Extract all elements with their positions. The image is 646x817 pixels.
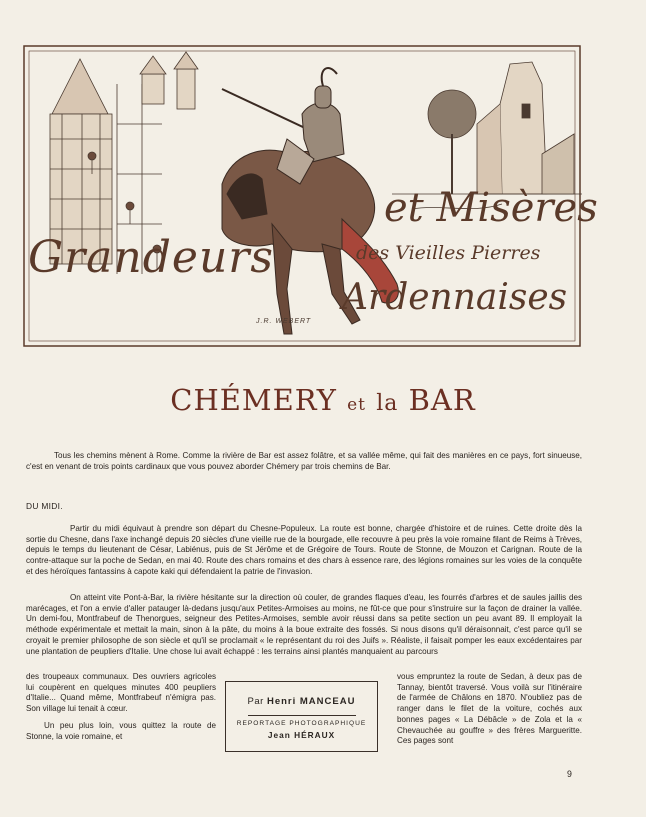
left-column-paragraph-1: des troupeaux communaux. Des ouvriers agricoles lui coupèrent en quelques minutes 400 peupliers d'Italie... Quand même, Montfrabeuf n'émigra pas. Son village lui tenait à cœur.: [26, 672, 216, 714]
header-title-grandeurs: Grandeurs: [28, 232, 274, 283]
left-column-paragraph-2: Un peu plus loin, vous quittez la route de Stonne, la voie romaine, et: [26, 720, 216, 741]
title-chemery: CHÉMERY: [170, 383, 337, 417]
credit-role: REPORTAGE PHOTOGRAPHIQUE: [236, 720, 367, 727]
author-credit-box: [225, 681, 378, 752]
header-title-vieilles-pierres: des Vieilles Pierres: [356, 242, 541, 264]
page-number: 9: [567, 769, 572, 779]
intro-paragraph: Tous les chemins mènent à Rome. Comme la rivière de Bar est assez folâtre, et sa vallée même, qui fait des manières en ce pays, fort sinueuse, c'est en venant de trois points cardinaux que vous pouvez aborder Chémery par trois chemins de Bar.: [26, 451, 582, 471]
artist-signature: J.R. WEBERT: [256, 318, 312, 325]
header-title-ardennaises: Ardennaises: [342, 277, 568, 318]
paragraph-pont-a-bar: On atteint vite Pont-à-Bar, la rivière hésitante sur la direction où couler, de grandes flaques d'eau, les fourrés d'arbres et de saules jaillis des marécages, et l'on a envie d'aller patauger là-dedans jusqu'aux Petites-Armoises au moins, ne fût-ce que pour s'instruire sur la façon de drainer la vallée. Un demi-fou, Montfrabeuf de Thenorgues, seigneur des Petites-Armoises, semble avoir réussi dans sa petite section un peu avant 89. Il employait la méthode expérimentale et mettait la main, sinon à la pâte, du moins à la boue extraite des fossés. Si nous disons qu'il déraisonnait, c'est parce qu'il se croyait le premier philosophe de son siècle et qu'il se proclamait « le représentant du roi des Juifs ». Réaliste, il faisait pomper les eaux excédentaires par une plantation de peupliers d'Italie. Une chose lui avait échappé : les terrains ainsi plantés manquaient au parcours: [26, 593, 582, 656]
article-title: [0, 383, 646, 417]
credit-author-line: [226, 696, 377, 707]
credit-photographer: Jean HÉRAUX: [267, 730, 336, 740]
credit-by-prefix: Par: [247, 696, 264, 707]
left-column: [26, 672, 216, 742]
header-title-et-miseres: et Misères: [384, 185, 598, 231]
right-column-paragraph: vous empruntez la route de Sedan, à deux pas de Tannay, bientôt traversé. Vous voilà sur l'itinéraire de l'armée de Châlons en 1870. N'oubliez pas de ranger dans le filet de la voiture, cochés aux bonnes pages « La Débâcle » de Zola et la « Chevauchée au gouffre » des frères Margueritte. Ces pages sont: [397, 672, 582, 746]
credit-divider: [248, 715, 356, 716]
title-bar: BAR: [408, 383, 476, 417]
credit-author-name: Henri MANCEAU: [266, 696, 356, 707]
section-heading-du-midi: DU MIDI.: [26, 501, 63, 511]
right-column: [397, 672, 582, 747]
title-la: la: [376, 391, 399, 416]
title-et: et: [347, 395, 367, 415]
paragraph-midi: Partir du midi équivaut à prendre son départ du Chesne-Populeux. La route est bonne, chargée d'histoire et de ruines. Cette droite dès la sortie du Chesne, dans l'axe inchangé depuis 20 siècles d'une vieille rue de la bourgade, elle recouvre à peu près la voie romaine filant de Reims à Trèves, depuis le temps du lieutenant de César, Labiénus, puis de St Jérôme et de Grégoire de Tours. Route de Stonne, de Mouzon et Carignan. Route de la contre-attaque sur la poche de Sedan, en mai 40. Route des chars romains et des chars à essence rare, des légions romaines sur les voies de la conquête et des héroïques fantassins à capote kaki qui défendaient la patrie de l'invasion.: [26, 524, 582, 576]
